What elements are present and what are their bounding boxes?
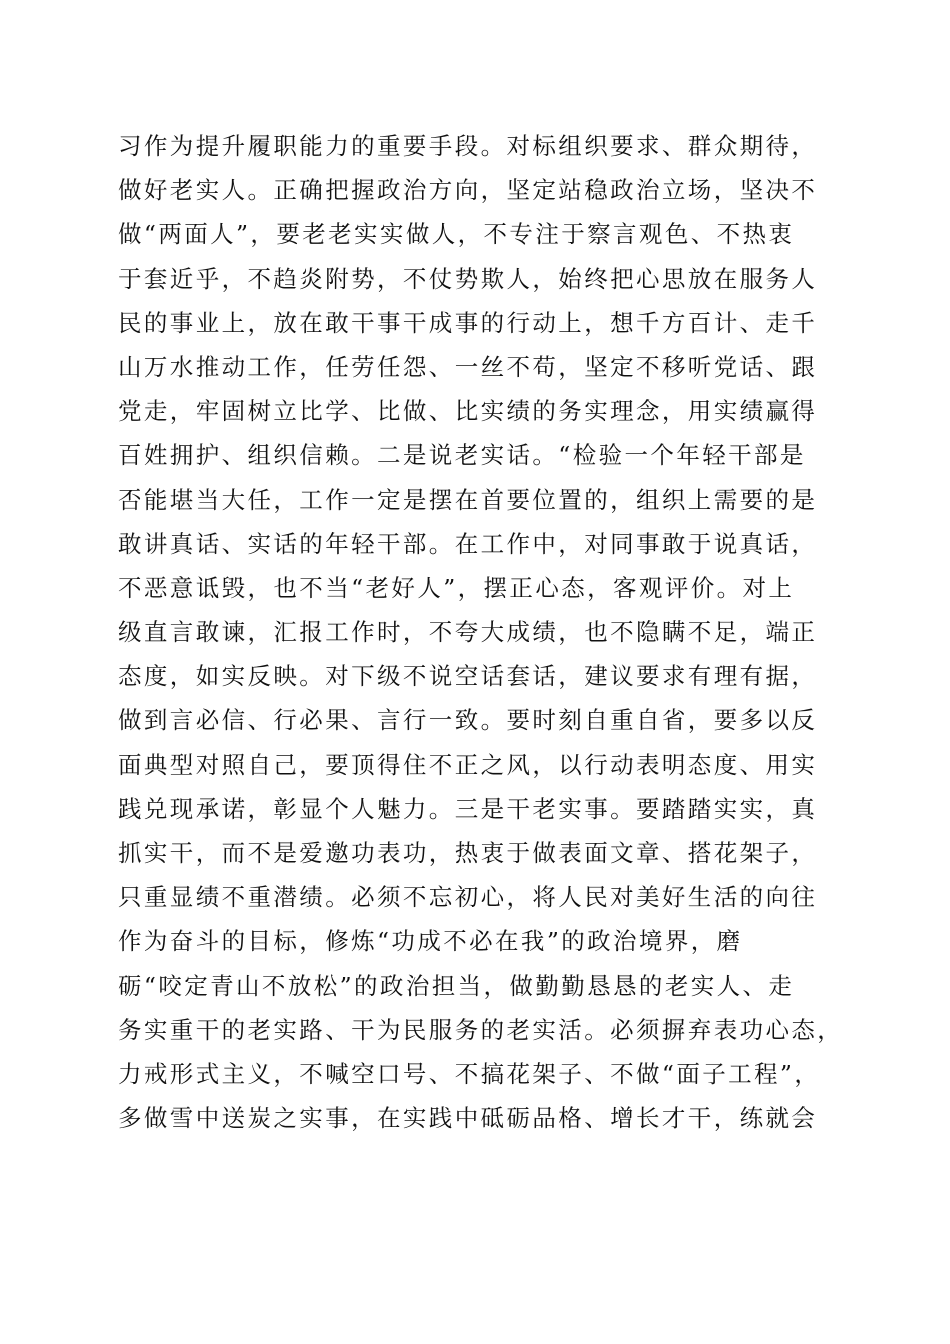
text-line: 践兑现承诺，彰显个人魅力。三是干老实事。要踏踏实实，真 xyxy=(118,794,818,823)
text-line: 党走，牢固树立比学、比做、比实绩的务实理念，用实绩赢得 xyxy=(118,397,818,426)
text-line: 百姓拥护、组织信赖。二是说老实话。“检验一个年轻干部是 xyxy=(118,441,806,470)
text-line: 于套近乎，不趋炎附势，不仗势欺人，始终把心思放在服务人 xyxy=(118,264,818,293)
text-line: 不恶意诋毁，也不当“老好人”，摆正心态，客观评价。对上 xyxy=(118,573,795,602)
text-line: 做好老实人。正确把握政治方向，坚定站稳政治立场，坚决不 xyxy=(118,176,818,205)
text-line: 抓实干，而不是爱邀功表功，热衷于做表面文章、搭花架子， xyxy=(118,839,818,867)
text-line: 面典型对照自己，要顶得住不正之风，以行动表明态度、用实 xyxy=(118,750,818,779)
text-line: 力戒形式主义，不喊空口号、不搞花架子、不做“面子工程”， xyxy=(118,1059,821,1088)
text-line: 习作为提升履职能力的重要手段。对标组织要求、群众期待， xyxy=(118,132,818,160)
body-text xyxy=(118,124,844,1140)
text-line: 态度，如实反映。对下级不说空话套话，建议要求有理有据， xyxy=(118,662,818,691)
text-line: 务实重干的老实路、干为民服务的老实活。必须摒弃表功心态， xyxy=(118,1015,844,1044)
text-line: 只重显绩不重潜绩。必须不忘初心，将人民对美好生活的向往 xyxy=(118,883,818,912)
text-line: 做“两面人”，要老老实实做人，不专注于察言观色、不热衷 xyxy=(118,220,795,249)
text-line: 做到言必信、行必果、言行一致。要时刻自重自省，要多以反 xyxy=(118,706,818,735)
text-line: 多做雪中送炭之实事，在实践中砥砺品格、增长才干，练就会 xyxy=(118,1104,818,1133)
text-line: 否能堪当大任，工作一定是摆在首要位置的，组织上需要的是 xyxy=(118,485,818,514)
text-line: 民的事业上，放在敢干事干成事的行动上，想千方百计、走千 xyxy=(118,308,818,337)
text-line: 级直言敢谏，汇报工作时，不夸大成绩，也不隐瞒不足，端正 xyxy=(118,618,818,647)
text-line: 敢讲真话、实话的年轻干部。在工作中，对同事敢于说真话， xyxy=(118,529,818,558)
text-line: 作为奋斗的目标，修炼“功成不必在我”的政治境界，磨 xyxy=(118,927,743,956)
text-line: 山万水推动工作，任劳任怨、一丝不苟，坚定不移听党话、跟 xyxy=(118,352,818,381)
text-line: 砺“咬定青山不放松”的政治担当，做勤勤恳恳的老实人、走 xyxy=(118,971,795,1000)
